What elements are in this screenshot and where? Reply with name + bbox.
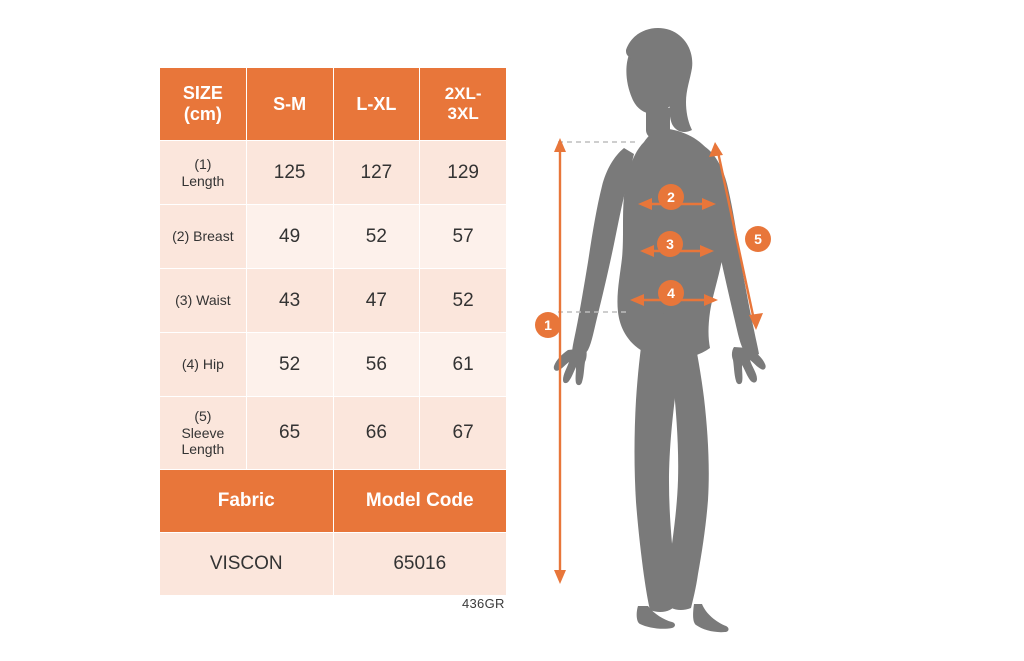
row-label-line2: Length [181, 172, 225, 189]
table-header-row [160, 68, 507, 141]
row-label-breast: (2) Breast [160, 205, 247, 269]
cell-length-sm: 125 [246, 141, 333, 205]
table-footer-header-row [160, 470, 507, 533]
table-row [160, 205, 507, 269]
footer-header-model-code: Model Code [333, 470, 507, 533]
table-row [160, 141, 507, 205]
cell-hip-sm: 52 [246, 333, 333, 397]
cell-sleeve-lxl: 66 [333, 397, 420, 470]
badge-2-breast: 2 [658, 184, 684, 210]
row-label-line2: Sleeve [181, 424, 225, 441]
cell-waist-lxl: 47 [333, 269, 420, 333]
female-silhouette-icon [554, 28, 766, 632]
table-row [160, 397, 507, 470]
cell-hip-2xl3xl: 61 [420, 333, 507, 397]
table-row [160, 269, 507, 333]
badge-1-length: 1 [535, 312, 561, 338]
row-label-sleeve-length [160, 397, 247, 470]
cell-breast-sm: 49 [246, 205, 333, 269]
row-label-line1: (5) [194, 408, 212, 425]
size-chart-table [159, 67, 507, 596]
cell-breast-2xl3xl: 57 [420, 205, 507, 269]
cell-hip-lxl: 56 [333, 333, 420, 397]
xxl-header-line2: 3XL [447, 104, 479, 123]
cell-sleeve-2xl3xl: 67 [420, 397, 507, 470]
footer-value-fabric: VISCON [160, 533, 334, 596]
column-header-size [160, 68, 247, 141]
cell-length-2xl3xl: 129 [420, 141, 507, 205]
column-header-lxl: L-XL [333, 68, 420, 141]
table-footer-value-row [160, 533, 507, 596]
table-row [160, 333, 507, 397]
badge-3-waist: 3 [657, 231, 683, 257]
arrow-sleeve-head-top [709, 142, 723, 157]
badge-5-sleeve-length: 5 [745, 226, 771, 252]
arrow-length-head-top [554, 138, 566, 152]
size-header-line1: SIZE [182, 83, 223, 104]
cell-sleeve-sm: 65 [246, 397, 333, 470]
row-label-length [160, 141, 247, 205]
xxl-header-line1: 2XL- [444, 84, 482, 104]
column-header-2xl3xl [420, 68, 507, 141]
badge-4-hip: 4 [658, 280, 684, 306]
footer-value-model-code: 65016 [333, 533, 507, 596]
cell-breast-lxl: 52 [333, 205, 420, 269]
footer-header-fabric: Fabric [160, 470, 334, 533]
row-label-hip: (4) Hip [160, 333, 247, 397]
cell-length-lxl: 127 [333, 141, 420, 205]
cell-waist-2xl3xl: 52 [420, 269, 507, 333]
row-label-waist: (3) Waist [160, 269, 247, 333]
arrow-length-head-bottom [554, 570, 566, 584]
measurement-figure [520, 20, 860, 640]
row-label-line3: Length [181, 441, 225, 458]
cell-waist-sm: 43 [246, 269, 333, 333]
row-label-line1: (1) [194, 155, 212, 172]
product-code-note: 436GR [462, 596, 505, 611]
size-header-line2: (cm) [183, 104, 222, 124]
figure-illustration [520, 20, 860, 640]
column-header-sm: S-M [246, 68, 333, 141]
